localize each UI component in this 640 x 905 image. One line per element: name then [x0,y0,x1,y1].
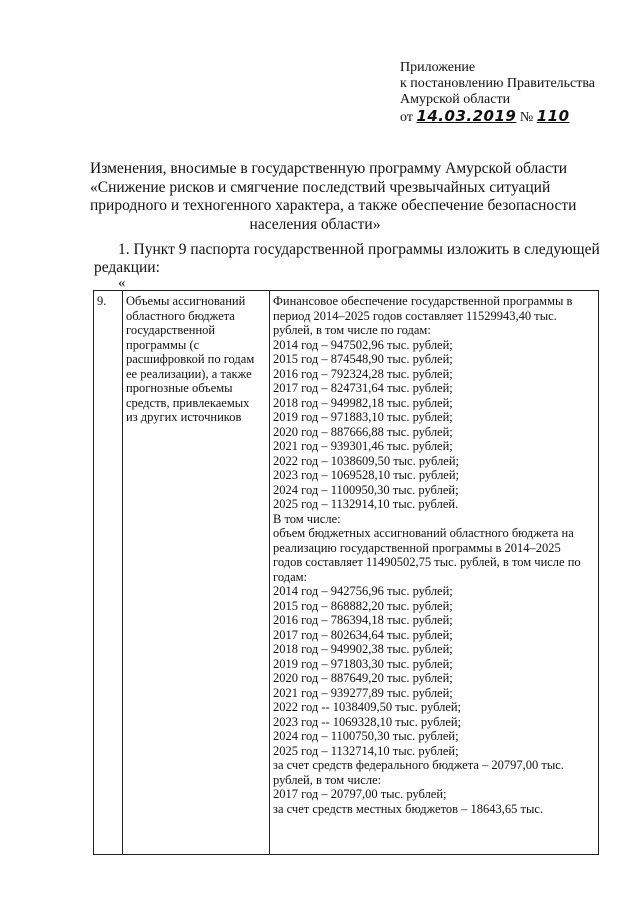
content-line: за счет средств федерального бюджета – 20797,00 тыс. [273,758,564,772]
title-line-2: «Снижение рисков и смягчение последствий чрезвычайных ситуаций [90,178,551,196]
label-line: ее реализации), а также [126,366,252,381]
content-line: 2015 год – 874548,90 тыс. рублей; [273,352,453,366]
content-line: 2022 год – 1038609,50 тыс. рублей; [273,453,460,468]
content-line: 2023 год -- 1069328,10 тыс. рублей; [273,714,462,729]
item-label-cell [123,291,270,855]
content-line: 2024 год – 1100750,30 тыс. рублей; [273,729,459,743]
content-line: годам: [273,569,307,584]
content-line: 2018 год – 949982,18 тыс. рублей; [273,395,453,410]
label-line: программы (с [126,337,200,352]
content-line: 2016 год – 786394,18 тыс. рублей; [273,613,453,627]
intro-paragraph [96,241,606,277]
annex-line-1: Приложение [400,60,476,75]
content-line: 2017 год – 824731,64 тыс. рублей; [273,381,453,395]
content-line: 2017 год – 802634,64 тыс. рублей; [273,627,453,642]
annex-date-handwritten: 14.03.2019 [416,107,517,125]
content-line: 2021 год – 939277,89 тыс. рублей; [273,685,453,700]
content-line: 2017 год – 20797,00 тыс. рублей; [273,787,447,801]
content-line: период 2014–2025 годов составляет 11529943,40 тыс. [273,308,557,323]
content-line: 2023 год – 1069528,10 тыс. рублей; [273,468,460,482]
title-line-1: Изменения, вносимые в государственную программу Амурской области [90,160,568,177]
content-line: 2025 год – 1132914,10 тыс. рублей. [273,497,459,511]
content-line: 2020 год – 887666,88 тыс. рублей; [273,424,453,439]
label-line: средств, привлекаемых [126,395,250,410]
content-line: 2014 год – 947502,96 тыс. рублей; [273,337,453,352]
content-line: рублей, в том числе: [273,772,382,787]
paragraph-line-1: 1. Пункт 9 паспорта государственной программы изложить в следующей [118,241,600,258]
item-number-cell: 9. [94,291,123,855]
content-line: 2025 год – 1132714,10 тыс. рублей; [273,743,459,758]
annex-number-sign: № [519,110,534,125]
annex-line-2: к постановлению Правительства [400,76,596,91]
label-line: государственной [126,323,216,337]
annex-line-3: Амурской области [400,92,511,107]
label-line: Объемы ассигнований [126,294,246,308]
content-line: 2016 год – 792324,28 тыс. рублей; [273,366,453,381]
content-line: объем бюджетных ассигнований областного бюджета на [273,526,574,540]
content-line: 2014 год – 942756,96 тыс. рублей; [273,584,453,598]
content-line: 2022 год -- 1038409,50 тыс. рублей; [273,700,462,714]
content-line: рублей, в том числе по годам: [273,323,431,337]
passport-table [93,290,599,855]
label-line: прогнозные объемы [126,381,233,395]
content-line: 2024 год – 1100950,30 тыс. рублей; [273,482,459,497]
paragraph-line-2: редакции: [94,259,160,276]
item-content-cell [270,291,599,855]
annex-date-line [400,108,635,126]
document-title [90,160,577,234]
content-line: 2019 год – 971883,10 тыс. рублей; [273,410,453,424]
label-line: областного бюджета [126,308,235,323]
label-line: из других источников [126,410,242,424]
content-line: 2015 год – 868882,20 тыс. рублей; [273,598,453,613]
content-line: за счет средств местных бюджетов – 18643,65 тыс. [273,801,544,816]
content-line: Финансовое обеспечение государственной программы в [273,294,573,308]
content-line: реализацию государственной программы в 2014–2025 [273,540,561,555]
content-line: 2019 год – 971803,30 тыс. рублей; [273,656,453,671]
content-line: годов составляет 11490502,75 тыс. рублей, в том числе по [273,555,581,569]
opening-quote: « [118,275,126,291]
content-line: В том числе: [273,511,341,526]
title-line-4: населения области» [249,215,381,233]
annex-number-handwritten: 110 [536,107,570,125]
label-line: расшифровкой по годам [126,352,255,366]
title-line-3: природного и техногенного характера, а также обеспечение безопасности [90,197,577,214]
content-line: 2018 год – 949902,38 тыс. рублей; [273,642,453,656]
content-line: 2020 год – 887649,20 тыс. рублей; [273,671,453,685]
annex-from-label: от [400,110,413,125]
table-row [94,291,599,855]
content-line: 2021 год – 939301,46 тыс. рублей; [273,439,453,453]
annex-header [400,60,635,126]
